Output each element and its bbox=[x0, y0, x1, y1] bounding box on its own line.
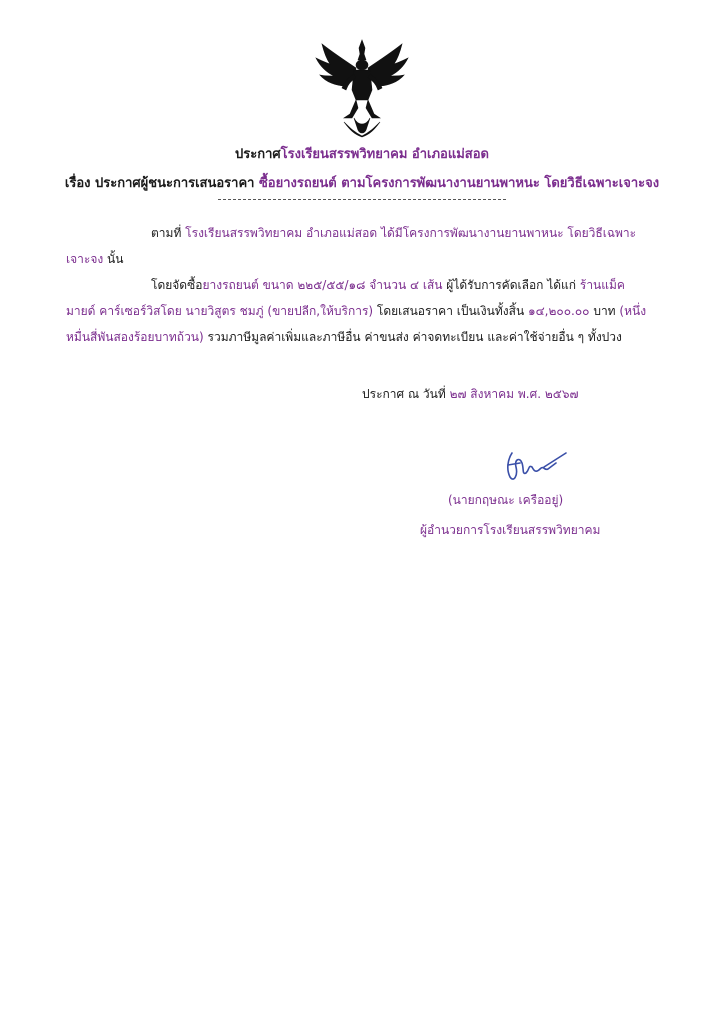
paragraph-2-line-1 bbox=[151, 276, 625, 295]
header-divider bbox=[218, 199, 506, 200]
p2-amount: ๑๔,๒๐๐.๐๐ bbox=[527, 304, 590, 318]
p2-text-k: รวมภาษีมูลค่าเพิ่มและภาษีอื่น ค่าขนส่ง ค่าจดทะเบียน และค่าใช้จ่ายอื่น ๆ ทั้งปวง bbox=[203, 330, 622, 344]
announcement-date: ๒๗ สิงหาคม พ.ศ. ๒๕๖๗ bbox=[449, 387, 579, 401]
p1-text-a: ตามที่ bbox=[151, 226, 186, 240]
p1-project: ได้มีโครงการพัฒนางานยานพาหนะ โดยวิธีเฉพาะ bbox=[380, 226, 637, 240]
title-school: โรงเรียนสรรพวิทยาคม อำเภอแม่สอด bbox=[280, 147, 489, 162]
handwritten-signature-icon bbox=[500, 447, 570, 487]
p2-text-a: โดยจัดซื้อ bbox=[151, 278, 203, 292]
p2-vendor-start: ร้านแม็ค bbox=[579, 278, 625, 292]
p1-text-end: นั้น bbox=[107, 252, 124, 266]
announcement-date-line bbox=[362, 385, 579, 404]
paragraph-1-line-1 bbox=[151, 224, 636, 243]
p2-vendor: มายด์ คาร์เซอร์วิสโดย นายวิสูตร ชมภู่ (ขายปลีก,ให้บริการ) bbox=[66, 304, 374, 318]
p2-text-c: ผู้ได้รับการคัดเลือก ได้แก่ bbox=[442, 278, 580, 292]
subject-detail: ซื้อยางรถยนต์ ตามโครงการพัฒนางานยานพาหนะ โดยวิธีเฉพาะเจาะจง bbox=[258, 176, 660, 191]
announcement-subject bbox=[0, 172, 724, 193]
announcement-title bbox=[0, 143, 724, 164]
p2-currency: บาท bbox=[589, 304, 620, 318]
p1-school: โรงเรียนสรรพวิทยาคม อำเภอแม่สอด bbox=[185, 226, 381, 240]
p2-item: ยางรถยนต์ ขนาด ๒๒๕/๕๕/๑๘ จำนวน ๔ เส้น bbox=[202, 278, 443, 292]
garuda-emblem-icon bbox=[314, 38, 410, 138]
p2-text-f: โดยเสนอราคา เป็นเงินทั้งสิ้น bbox=[373, 304, 528, 318]
paragraph-2-line-3 bbox=[66, 328, 622, 347]
title-prefix: ประกาศ bbox=[235, 147, 281, 162]
p1-project-end: เจาะจง bbox=[66, 252, 108, 266]
p2-amount-words-start: (หนึ่ง bbox=[619, 304, 647, 318]
signer-position: ผู้อำนวยการโรงเรียนสรรพวิทยาคม bbox=[420, 523, 601, 537]
p2-amount-words: หมื่นสี่พันสองร้อยบาทถ้วน) bbox=[66, 330, 204, 344]
announcement-date-label: ประกาศ ณ วันที่ bbox=[362, 387, 450, 401]
signer-name: (นายกฤษณะ เครืออยู่) bbox=[448, 493, 564, 507]
subject-prefix: เรื่อง ประกาศผู้ชนะการเสนอราคา bbox=[64, 176, 259, 191]
paragraph-2-line-2 bbox=[66, 302, 646, 321]
paragraph-1-line-2 bbox=[66, 250, 123, 269]
